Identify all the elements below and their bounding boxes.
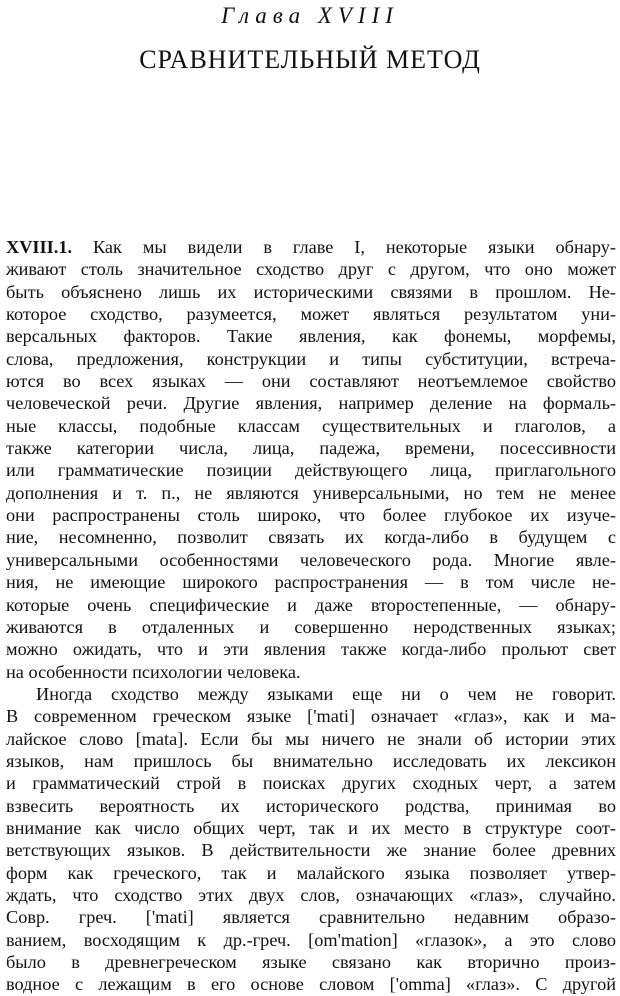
chapter-title: СРАВНИТЕЛЬНЫЙ МЕТОД [139,45,481,74]
text-line: ются во всех языках — они составляют неотъемлемое свойство [6,371,616,392]
paragraph-2-line: и грамматический строй в поисках других сходных черт, а затем [6,773,616,794]
text-line: можно ожидать, что и эти явления также когда-либо прольют свет [6,639,616,660]
paragraph-2-line: ванием, восходящим к др.-греч. [om'mation] «глазок», а это слово [6,929,616,950]
paragraph-2-line: форм как греческого, так и малайского языка позволяет утвер- [6,862,616,883]
text-line: быть объяснено лишь их историческими связями в прошлом. Не- [6,281,616,302]
body-text [6,236,616,996]
paragraph-2-line: взвесить вероятность их исторического родства, принимая во [6,795,616,816]
text-line: человеческой речи. Другие явления, например деление на формаль- [6,393,616,414]
paragraph-2-line: ждать, что сходство этих двух слов, означающих «глаз», случайно. [6,884,616,905]
paragraph-1-line-1-text: Как мы видели в главе I, некоторые языки обнару- [72,237,616,257]
paragraph-2-line: было в древнегреческом языке связано как вторично произ- [6,952,616,972]
paragraph-2-line: Совр. греч. ['mati] является сравнительно недавним образо- [6,907,616,928]
text-line: дополнения и т. п., не являются универсальными, но тем не менее [6,482,616,503]
paragraph-2-line: ветствующих языков. В действительности же знание более древних [6,840,616,861]
text-line: версальных факторов. Такие явления, как фонемы, морфемы, [6,326,616,347]
paragraph-2-line: В современном греческом языке ['mati] означает «глаз», как и ма- [6,706,616,727]
text-line: они распространены столь широко, что более глубокое их изуче- [6,505,616,526]
text-line: на особенности психологии человека. [6,661,301,682]
text-line: универсальными особенностями человеческого рода. Многие явле- [6,549,616,570]
text-line: слова, предложения, конструкции и типы субституции, встреча- [6,348,616,369]
paragraph-2-line: лайское слово [mata]. Если бы мы ничего не знали об истории этих [6,728,616,749]
text-line: ные классы, подобные классам существительных и глаголов, а [6,415,616,436]
paragraph-2-line: Иногда сходство между языками еще ни о чем не говорит. [36,683,616,704]
paragraph-1-line-1 [6,236,616,258]
paragraph-2-line: языков, нам пришлось бы внимательно исследовать их лексикон [6,750,616,771]
text-line: которое сходство, разумеется, может являться результатом уни- [6,304,616,325]
text-line: ние, несомненно, позволит связать их когда-либо в будущем с [6,527,616,548]
paragraph-2-line: внимание как число общих черт, так и их место в структуре соот- [6,817,616,838]
text-line: или грамматические позиции действующего лица, приглагольного [6,460,616,481]
text-line: также категории числа, лица, падежа, времени, посессивности [6,438,616,459]
chapter-label: Глава XVIII [221,3,399,28]
text-line: которые очень специфические и даже второстепенные, — обнару- [6,594,616,615]
text-line: живаются в отдаленных и совершенно неродственных языках; [6,616,616,637]
text-line: живают столь значительное сходство друг с другом, что оно может [6,259,616,280]
text-line: ния, не имеющие широкого распространения — в том числе не- [6,572,616,593]
section-number: XVIII.1. [6,237,73,257]
paragraph-2-line: водное с лежащим в его основе словом ['omma] «глаз». С другой [6,974,616,995]
